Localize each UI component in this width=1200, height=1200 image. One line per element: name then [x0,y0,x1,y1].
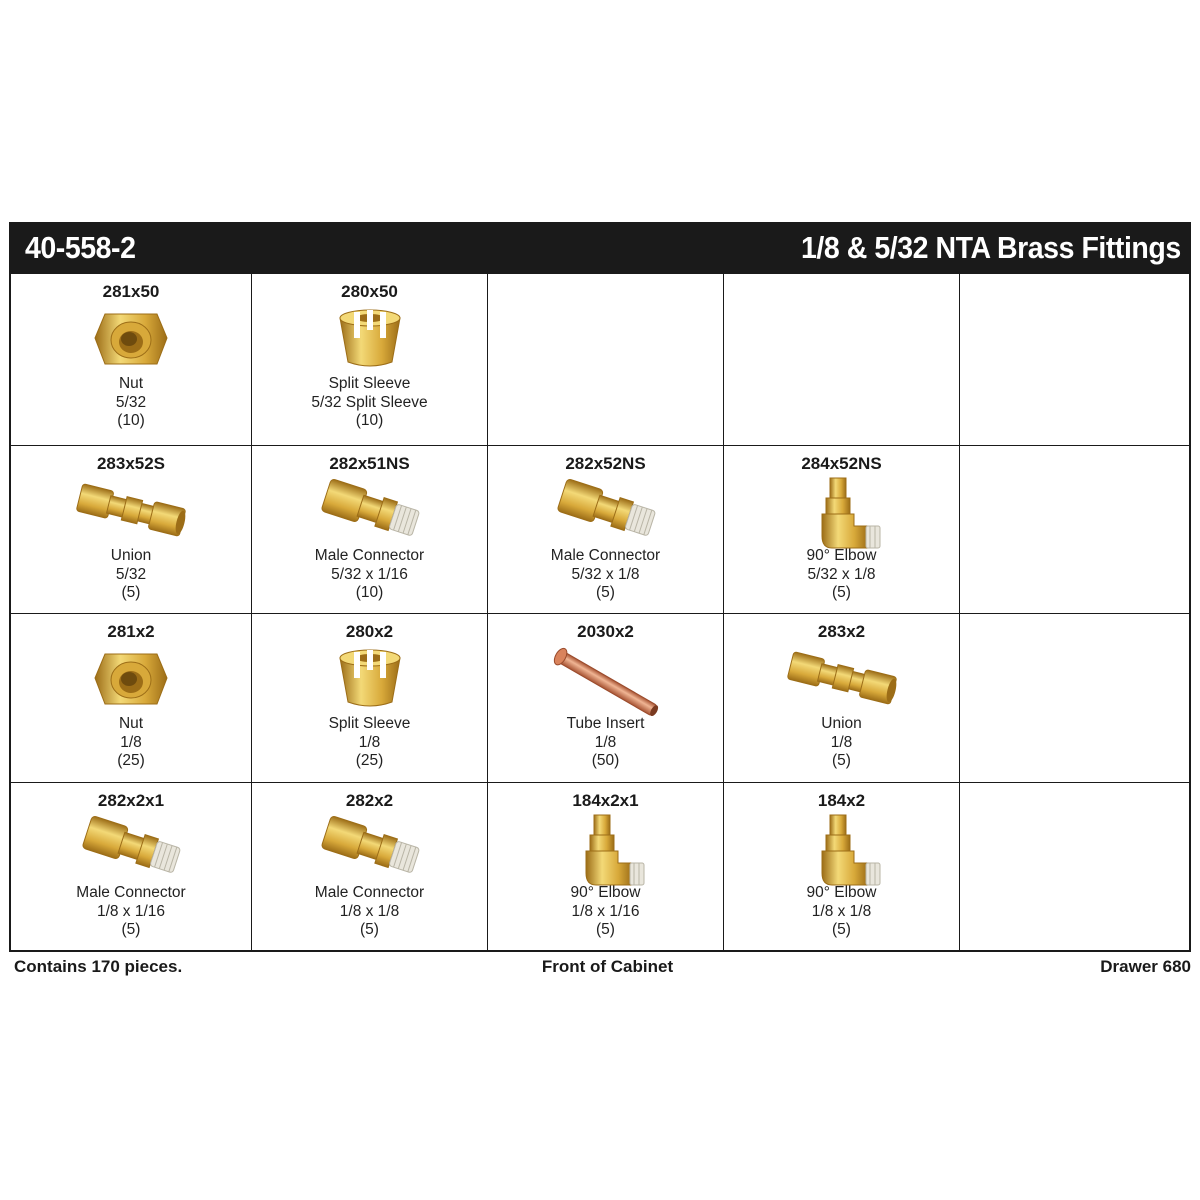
part-size: 1/8 [594,733,617,751]
part-description [488,547,723,603]
part-quantity: (10) [355,412,384,429]
part-number: 282x52NS [565,454,646,473]
part-quantity: (5) [832,921,851,938]
part-size: 1/8 x 1/16 [96,902,166,920]
contents-count: Contains 170 pieces. [14,957,183,976]
part-number: 281x2 [107,622,155,641]
part-description [724,547,959,603]
part-quantity: (10) [117,412,145,429]
part-description [252,884,487,940]
part-size: 1/8 x 1/8 [811,902,872,920]
part-quantity: (5) [596,921,615,938]
title-bar [11,224,1189,274]
part-quantity: (50) [591,752,620,769]
nut-icon [91,644,171,717]
empty-compartment [960,783,1189,950]
part-number: 2030x2 [577,622,634,641]
male-connector-icon [315,476,425,553]
empty-compartment [488,274,724,446]
parts-sheet [9,222,1191,952]
part-number: 282x51NS [329,454,410,473]
part-number: 184x2 [817,791,866,810]
part-compartment [11,274,252,446]
part-size: 1/8 x 1/8 [339,902,400,920]
parts-grid [11,274,1189,950]
nut-icon [91,304,171,377]
empty-compartment [960,446,1189,614]
part-type: Union [110,547,152,564]
male-connector-icon [76,813,186,890]
union-icon [783,644,901,717]
empty-compartment [960,614,1189,783]
part-number: 280x2 [345,622,394,641]
part-type: Nut [118,715,144,732]
kit-title: 1/8 & 5/32 NTA Brass Fittings [801,230,1181,265]
part-type: 90° Elbow [570,884,641,901]
part-description [11,884,251,940]
part-quantity: (5) [121,921,141,938]
drawer-number: Drawer 680 [1100,957,1191,976]
part-number: 280x50 [341,282,398,301]
part-type: Split Sleeve [328,715,411,732]
part-description [724,715,959,771]
part-size: 1/8 [120,733,142,751]
part-number: 284x52NS [801,454,882,473]
split-sleeve-icon [330,304,410,379]
part-size: 5/32 Split Sleeve [311,393,428,411]
part-number: 282x2 [345,791,394,810]
part-size: 5/32 x 1/8 [807,565,876,583]
cabinet-orientation: Front of Cabinet [541,957,674,976]
part-type: Male Connector [314,547,425,564]
part-number: 184x2x1 [572,791,639,810]
part-size: 5/32 x 1/8 [571,565,640,583]
part-number: 283x52S [96,454,166,473]
part-type: Nut [118,375,144,392]
part-description [488,884,723,940]
male-connector-icon [315,813,425,890]
part-compartment [252,783,488,950]
part-compartment [11,783,252,950]
part-compartment [11,614,252,783]
part-size: 5/32 x 1/16 [331,565,408,583]
part-number: 283x2 [817,622,866,641]
part-type: 90° Elbow [806,884,877,901]
part-size: 1/8 [358,733,381,751]
part-compartment [488,783,724,950]
empty-compartment [724,274,960,446]
part-size: 1/8 x 1/16 [571,902,640,920]
kit-number: 40-558-2 [25,230,136,265]
part-size: 1/8 [830,733,853,751]
part-quantity: (25) [355,752,384,769]
part-description [488,715,723,771]
part-size: 5/32 [115,565,147,583]
part-description [724,884,959,940]
part-compartment [252,446,488,614]
part-description [11,375,251,431]
part-type: Male Connector [314,884,425,901]
part-compartment [252,274,488,446]
part-quantity: (5) [832,752,851,769]
male-connector-icon [551,476,661,553]
union-icon [72,476,190,549]
split-sleeve-icon [330,644,410,719]
part-compartment [11,446,252,614]
part-type: Male Connector [550,547,661,564]
part-compartment [252,614,488,783]
part-quantity: (25) [117,752,145,769]
part-number: 282x2x1 [97,791,165,810]
part-description [252,547,487,603]
part-number: 281x50 [102,282,160,301]
part-description [252,715,487,771]
part-type: Male Connector [76,884,186,901]
part-quantity: (5) [832,584,851,601]
part-type: Union [821,715,862,732]
part-compartment [724,614,960,783]
empty-compartment [960,274,1189,446]
part-quantity: (5) [596,584,615,601]
part-compartment [724,446,960,614]
part-description [11,547,251,603]
part-type: Tube Insert [566,715,645,732]
part-type: 90° Elbow [806,547,877,564]
part-quantity: (5) [121,584,141,601]
part-quantity: (5) [360,921,379,938]
part-description [252,375,487,431]
part-type: Split Sleeve [328,375,411,392]
part-quantity: (10) [355,584,384,601]
part-compartment [488,446,724,614]
part-description [11,715,251,771]
part-compartment [724,783,960,950]
part-size: 5/32 [115,393,147,411]
part-compartment [488,614,724,783]
